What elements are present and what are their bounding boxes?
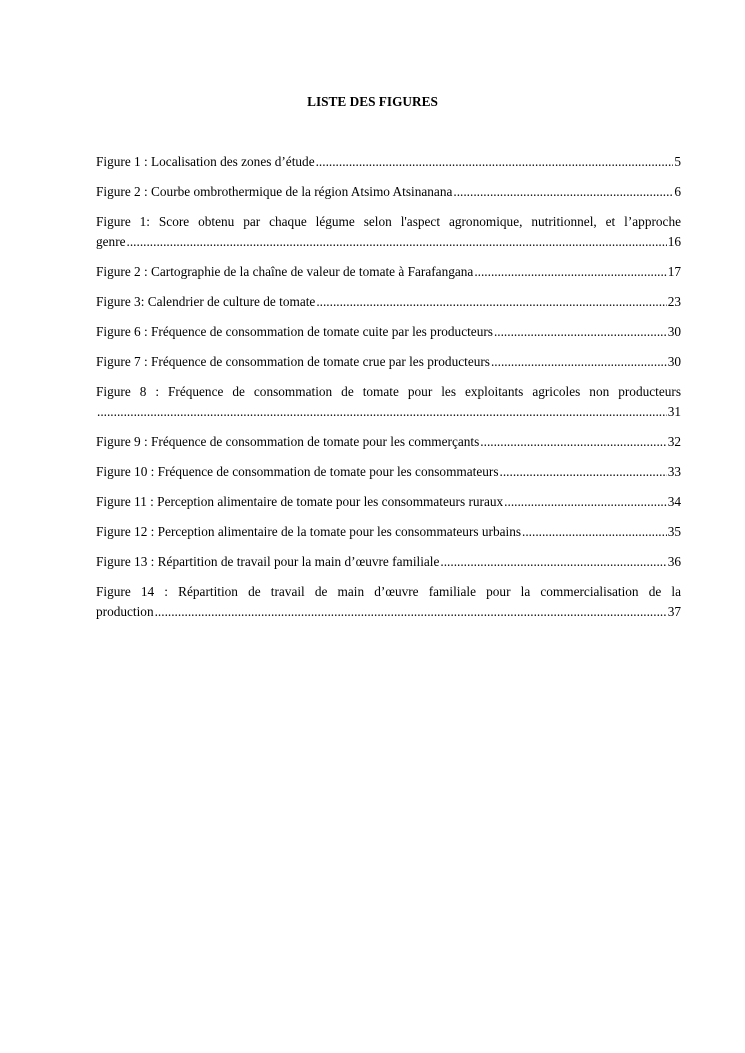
page-number: 5: [674, 154, 681, 169]
page-number: 30: [667, 354, 681, 369]
entry-text-continuation: production: [96, 604, 154, 619]
entry-text: Figure 1: Score obtenu par chaque légume selon l'aspect agronomique, nutritionnel, et l’approche: [96, 214, 681, 229]
toc-entry[interactable]: [96, 582, 681, 622]
entry-text: Figure 9 : Fréquence de consommation de tomate pour les commerçants: [96, 434, 480, 449]
entry-text: Figure 13 : Répartition de travail pour la main d’œuvre familiale: [96, 554, 440, 569]
entry-text: Figure 11 : Perception alimentaire de tomate pour les consommateurs ruraux: [96, 494, 504, 509]
entry-text: Figure 2 : Cartographie de la chaîne de valeur de tomate à Farafangana: [96, 264, 474, 279]
page-number: 17: [667, 264, 681, 279]
toc-entry[interactable]: [96, 382, 681, 422]
entry-text: Figure 8 : Fréquence de consommation de tomate pour les exploitants agricoles non producteurs: [96, 384, 681, 399]
dot-leader: [491, 352, 667, 372]
dot-leader: [155, 602, 667, 622]
dot-leader: [504, 492, 667, 512]
page-number: 6: [674, 184, 681, 199]
page-title: LISTE DES FIGURES: [307, 94, 438, 109]
toc-entry[interactable]: [96, 262, 681, 282]
dot-leader: [440, 552, 666, 572]
dot-leader: [453, 182, 673, 202]
toc-entry[interactable]: [96, 212, 681, 252]
dot-leader: [474, 262, 666, 282]
entry-text: Figure 1 : Localisation des zones d’étude: [96, 154, 315, 169]
toc-entry[interactable]: [96, 492, 681, 512]
page-number: 37: [667, 604, 681, 619]
page-number: 36: [667, 554, 681, 569]
page-number: 34: [667, 494, 681, 509]
toc-entry[interactable]: [96, 432, 681, 452]
page-number: 32: [667, 434, 681, 449]
dot-leader: [127, 232, 667, 252]
page-number: 33: [667, 464, 681, 479]
page-number: 35: [667, 524, 681, 539]
list-of-figures: [96, 152, 681, 632]
dot-leader: [316, 152, 674, 172]
toc-entry[interactable]: [96, 292, 681, 312]
dot-leader: [494, 322, 667, 342]
entry-text: Figure 12 : Perception alimentaire de la tomate pour les consommateurs urbains: [96, 524, 522, 539]
dot-leader: [316, 292, 666, 312]
toc-entry[interactable]: [96, 462, 681, 482]
toc-entry[interactable]: [96, 552, 681, 572]
dot-leader: [522, 522, 667, 542]
dot-leader: [480, 432, 666, 452]
page-number: 23: [667, 294, 681, 309]
toc-entry[interactable]: [96, 522, 681, 542]
entry-text: Figure 7 : Fréquence de consommation de tomate crue par les producteurs: [96, 354, 490, 369]
toc-entry[interactable]: [96, 322, 681, 342]
dot-leader: [97, 402, 667, 422]
dot-leader: [500, 462, 667, 482]
entry-text-continuation: genre: [96, 234, 126, 249]
toc-entry[interactable]: [96, 352, 681, 372]
entry-text: Figure 3: Calendrier de culture de tomate: [96, 294, 316, 309]
entry-text: Figure 10 : Fréquence de consommation de tomate pour les consommateurs: [96, 464, 499, 479]
page-number: 31: [667, 404, 681, 419]
page-number: 30: [667, 324, 681, 339]
page-number: 16: [667, 234, 681, 249]
entry-text: Figure 14 : Répartition de travail de main d’œuvre familiale pour la commercialisation de la: [96, 584, 681, 599]
entry-text: Figure 2 : Courbe ombrothermique de la région Atsimo Atsinanana: [96, 184, 453, 199]
toc-entry[interactable]: [96, 152, 681, 172]
entry-text: Figure 6 : Fréquence de consommation de tomate cuite par les producteurs: [96, 324, 493, 339]
toc-entry[interactable]: [96, 182, 681, 202]
